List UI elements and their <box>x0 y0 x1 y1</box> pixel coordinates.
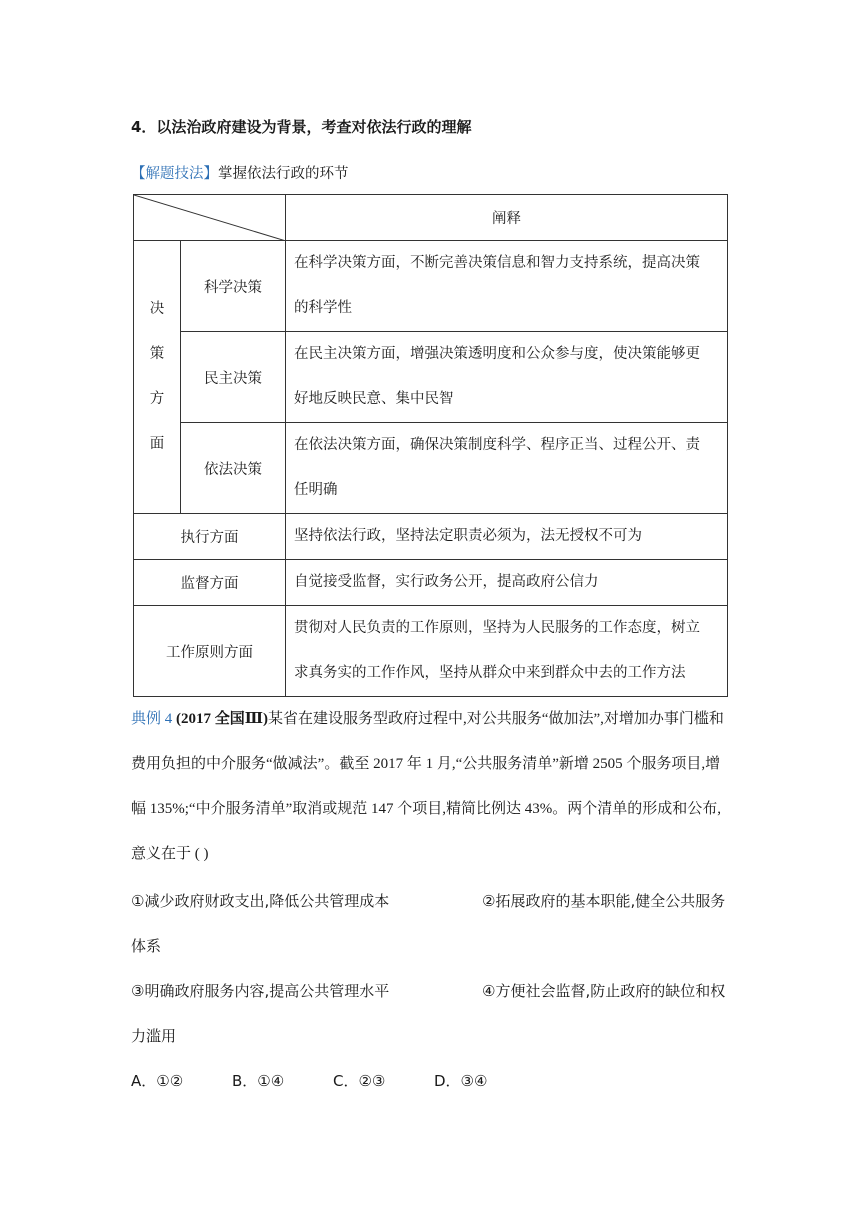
statement-2-continued: 体系 <box>131 937 162 955</box>
example-line-4: 意义在于 ( ) <box>131 846 209 862</box>
tip-label: 【解题技法】 <box>131 166 218 182</box>
example-line-3: 幅 135%;“中介服务清单”取消或规范 147 个项目,精简比例达 43%。两个清单的形成和公布, <box>131 801 721 817</box>
diagonal-header-cell <box>134 195 286 241</box>
statement-4: ④方便社会监督,防止政府的缺位和权 <box>482 982 726 1000</box>
law-administration-table <box>133 194 728 697</box>
statement-4-continued: 力滥用 <box>131 1027 177 1045</box>
row-label-democratic: 民主决策 <box>181 332 286 423</box>
option-b: B．①④ <box>232 1072 285 1090</box>
row-label-lawful: 依法决策 <box>181 423 286 514</box>
example-label: 典例 4 <box>131 711 173 727</box>
tip-text: 掌握依法行政的环节 <box>218 166 349 182</box>
example-source: (2017 全国Ⅲ) <box>176 711 269 727</box>
row-label-execution: 执行方面 <box>134 514 286 560</box>
row-label-supervision: 监督方面 <box>134 560 286 606</box>
row-desc-execution: 坚持依法行政，坚持法定职责必须为，法无授权不可为 <box>286 514 728 560</box>
table-header-explanation: 阐释 <box>286 195 728 241</box>
option-a: A．①② <box>131 1072 184 1090</box>
option-c: C．②③ <box>333 1072 386 1090</box>
example-question <box>131 697 731 877</box>
section-heading: 4．以法治政府建设为背景，考查对依法行政的理解 <box>131 118 472 136</box>
example-line-2: 费用负担的中介服务“做减法”。截至 2017 年 1 月,“公共服务清单”新增 2505 个服务项目,增 <box>131 756 721 772</box>
row-desc-democratic: 在民主决策方面，增强决策透明度和公众参与度，使决策能够更 好地反映民意、集中民智 <box>286 332 728 423</box>
row-label-scientific: 科学决策 <box>181 241 286 332</box>
decision-group-label: 决 策 方 面 <box>134 241 181 514</box>
statement-2: ②拓展政府的基本职能,健全公共服务 <box>482 892 726 910</box>
statement-1: ①减少政府财政支出,降低公共管理成本 <box>131 892 390 910</box>
row-desc-scientific: 在科学决策方面，不断完善决策信息和智力支持系统，提高决策 的科学性 <box>286 241 728 332</box>
statement-3: ③明确政府服务内容,提高公共管理水平 <box>131 982 390 1000</box>
row-desc-principle: 贯彻对人民负责的工作原则，坚持为人民服务的工作态度，树立 求真务实的工作作风，坚持从群众中来到群众中去的工作方法 <box>286 606 728 697</box>
option-d: D．③④ <box>434 1072 488 1090</box>
row-desc-lawful: 在依法决策方面，确保决策制度科学、程序正当、过程公开、责 任明确 <box>286 423 728 514</box>
solving-tip <box>131 164 349 184</box>
row-desc-supervision: 自觉接受监督，实行政务公开，提高政府公信力 <box>286 560 728 606</box>
example-line-1: 典例 4 (2017 全国Ⅲ)某省在建设服务型政府过程中,对公共服务“做加法”,对增加办事门槛和 <box>131 711 724 727</box>
diagonal-line <box>134 195 286 241</box>
row-label-principle: 工作原则方面 <box>134 606 286 697</box>
